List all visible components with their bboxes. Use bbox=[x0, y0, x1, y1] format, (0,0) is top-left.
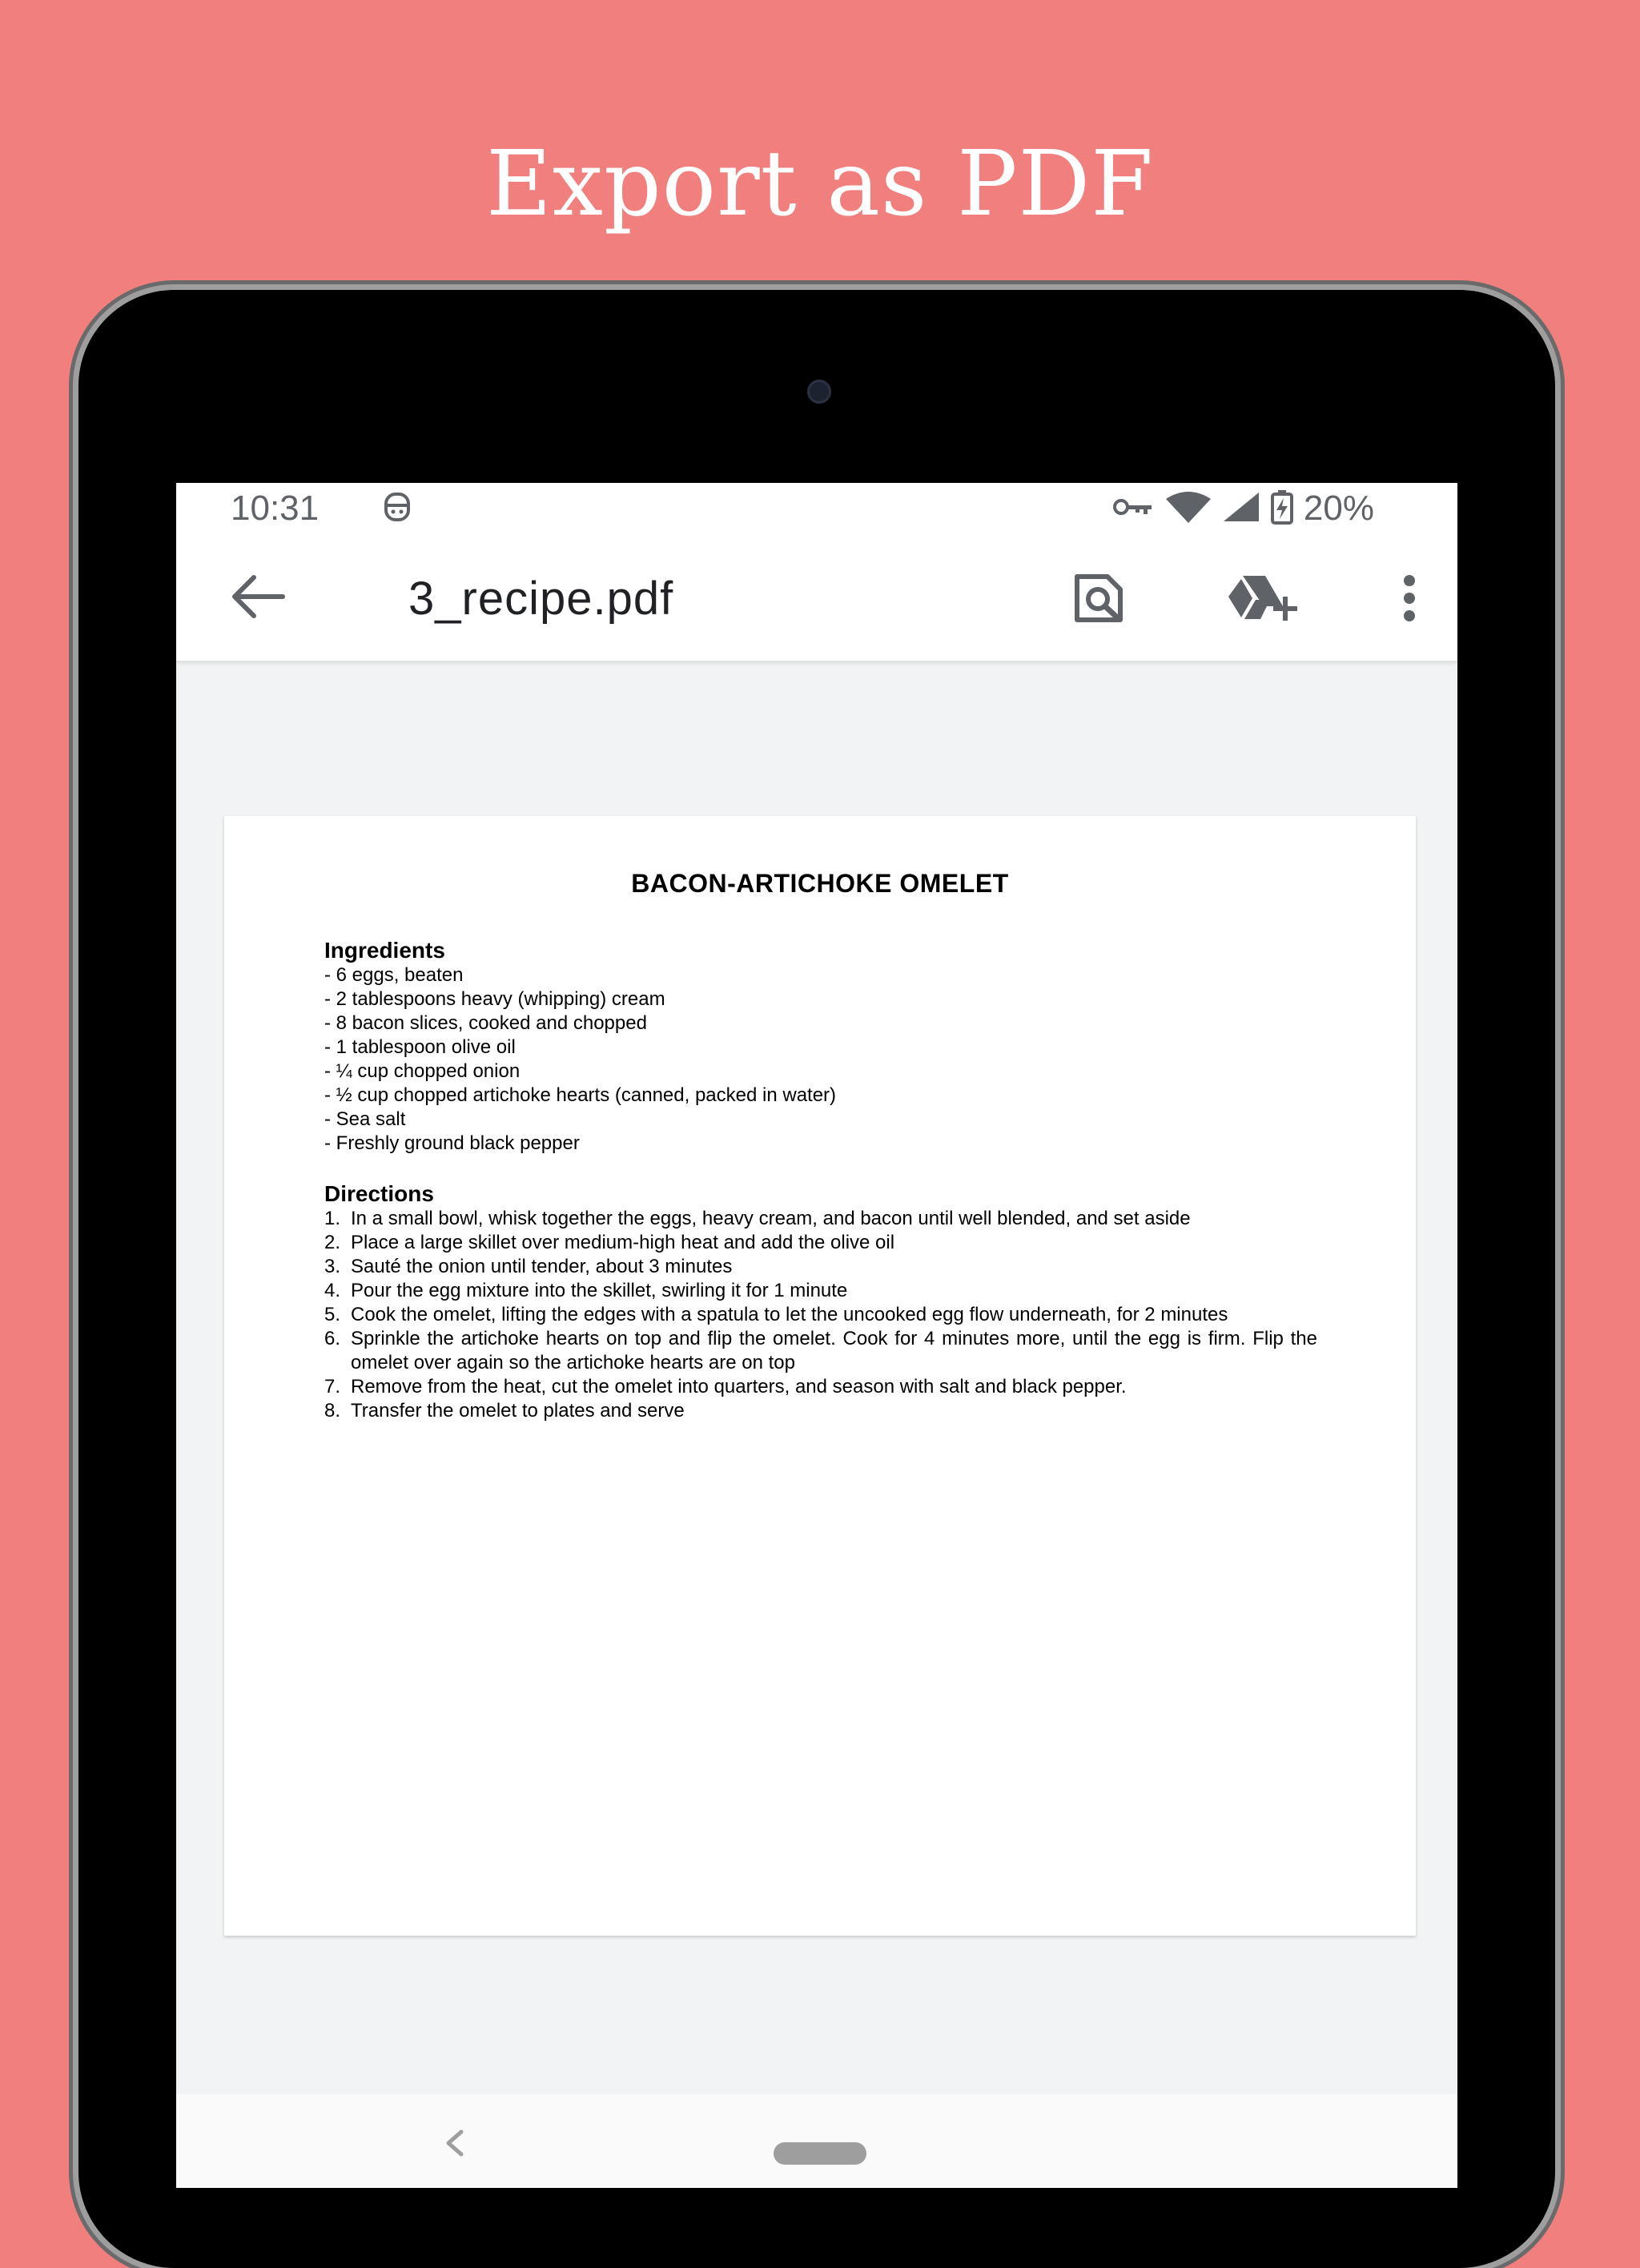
nav-home-pill[interactable] bbox=[774, 2142, 866, 2165]
ingredient-item: - 6 eggs, beaten bbox=[324, 964, 464, 986]
direction-step bbox=[324, 1279, 1317, 1303]
app-toolbar bbox=[176, 533, 1457, 662]
direction-step bbox=[324, 1231, 1317, 1255]
back-button[interactable] bbox=[226, 566, 290, 630]
ingredients-heading: Ingredients bbox=[324, 938, 445, 963]
direction-step bbox=[324, 1207, 1317, 1231]
ingredient-item: - 8 bacon slices, cooked and chopped bbox=[324, 1012, 647, 1034]
device-screen bbox=[176, 483, 1457, 2188]
ingredient-item: - Freshly ground black pepper bbox=[324, 1132, 580, 1154]
step-text: Sauté the onion until tender, about 3 minutes bbox=[351, 1256, 733, 1277]
direction-step bbox=[324, 1255, 1317, 1279]
front-camera bbox=[807, 380, 831, 404]
status-time: 10:31 bbox=[231, 489, 320, 528]
ingredient-item: - ¼ cup chopped onion bbox=[324, 1060, 521, 1082]
ingredient-item: - 1 tablespoon olive oil bbox=[324, 1036, 516, 1058]
more-options-button[interactable] bbox=[1377, 566, 1441, 633]
step-number: 4. bbox=[324, 1280, 341, 1301]
direction-step bbox=[324, 1375, 1317, 1399]
step-text: Transfer the omelet to plates and serve bbox=[351, 1400, 685, 1422]
arrow-back-icon bbox=[230, 574, 286, 623]
direction-step bbox=[324, 1399, 1317, 1423]
direction-step bbox=[324, 1303, 1317, 1327]
vpn-key-icon bbox=[1111, 495, 1155, 523]
assistant-status-icon bbox=[381, 489, 413, 529]
step-text: In a small bowl, whisk together the eggs, heavy cream, and bacon until well blended, and set aside bbox=[351, 1208, 1191, 1229]
step-number: 5. bbox=[324, 1304, 341, 1325]
step-number: 7. bbox=[324, 1376, 341, 1397]
step-text: Pour the egg mixture into the skillet, swirling it for 1 minute bbox=[351, 1280, 848, 1301]
step-text: Cook the omelet, lifting the edges with a spatula to let the uncooked egg flow underneath, for 2 minutes bbox=[351, 1304, 1228, 1325]
system-nav-bar bbox=[176, 2094, 1457, 2188]
ingredients-list bbox=[324, 963, 1317, 1156]
find-in-page-icon bbox=[1071, 572, 1127, 629]
ingredient-item: - Sea salt bbox=[324, 1108, 406, 1130]
document-title: 3_recipe.pdf bbox=[408, 573, 674, 625]
ingredient-item: - ½ cup chopped artichoke hearts (canned, packed in water) bbox=[324, 1084, 837, 1106]
directions-list bbox=[324, 1207, 1317, 1423]
promo-headline: Export as PDF bbox=[486, 132, 1154, 236]
cell-signal-icon bbox=[1222, 491, 1260, 527]
directions-heading: Directions bbox=[324, 1181, 434, 1206]
step-number: 1. bbox=[324, 1208, 341, 1229]
step-number: 3. bbox=[324, 1256, 341, 1277]
ingredient-item: - 2 tablespoons heavy (whipping) cream bbox=[324, 988, 665, 1010]
wifi-icon bbox=[1164, 491, 1212, 527]
step-text: Remove from the heat, cut the omelet into quarters, and season with salt and black pepper. bbox=[351, 1376, 1127, 1397]
step-number: 2. bbox=[324, 1232, 341, 1253]
step-text: Sprinkle the artichoke hearts on top and flip the omelet. Cook for 4 minutes more, until the egg is firm. Flip the omelet over again so the artichoke hearts are on top bbox=[351, 1328, 1317, 1373]
recipe-title: BACON-ARTICHOKE OMELET bbox=[631, 869, 1009, 898]
battery-charging-icon bbox=[1270, 489, 1294, 529]
add-to-drive-icon bbox=[1224, 573, 1300, 628]
step-number: 8. bbox=[324, 1400, 341, 1422]
status-right-group bbox=[1111, 486, 1374, 531]
step-text: Place a large skillet over medium-high heat and add the olive oil bbox=[351, 1232, 895, 1253]
more-vert-icon bbox=[1401, 574, 1417, 626]
nav-back-button[interactable] bbox=[444, 2129, 464, 2161]
directions-section bbox=[324, 1181, 1317, 1423]
pdf-page bbox=[224, 816, 1416, 1936]
find-in-page-button[interactable] bbox=[1065, 566, 1132, 633]
chevron-left-icon bbox=[444, 2129, 464, 2157]
status-bar bbox=[176, 483, 1457, 533]
step-number: 6. bbox=[324, 1328, 341, 1349]
direction-step bbox=[324, 1327, 1317, 1375]
ingredients-section bbox=[324, 938, 1317, 1156]
add-to-drive-button[interactable] bbox=[1222, 566, 1302, 633]
battery-percent: 20% bbox=[1303, 489, 1374, 528]
